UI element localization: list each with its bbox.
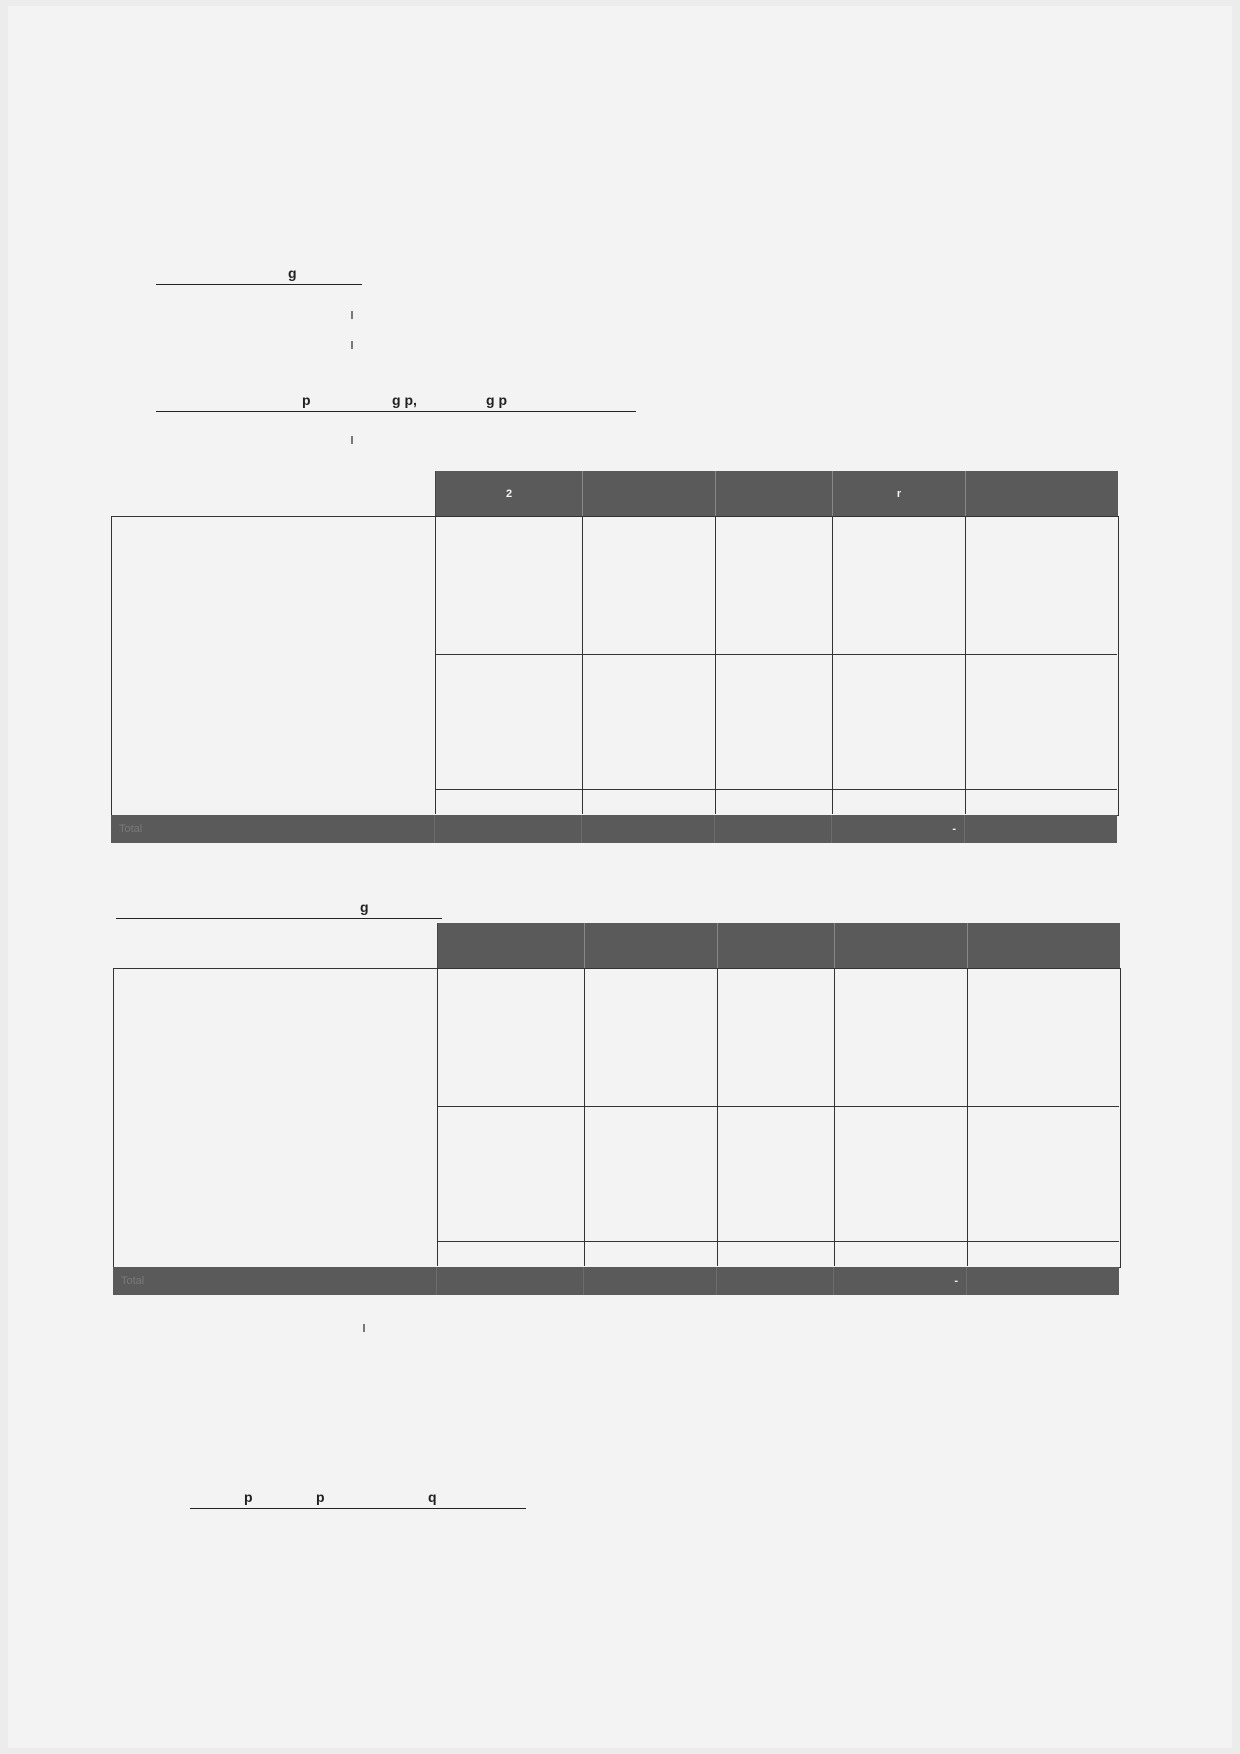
table-1-total-row [111, 815, 1117, 843]
column-divider [832, 516, 833, 814]
total-opening-balance [437, 1267, 584, 1295]
section-heading-3 [116, 898, 442, 919]
heading-4-part-2: p [316, 1489, 325, 1505]
section-heading-2 [156, 391, 636, 412]
table-2-header [437, 923, 1120, 969]
scan-mark [351, 341, 353, 349]
heading-2-part-1: p [302, 392, 311, 408]
header-opening-balance: 2 [436, 471, 583, 517]
column-divider [584, 968, 585, 1266]
total-entries [582, 815, 715, 843]
table-2-total-row [113, 1267, 1119, 1295]
heading-2-part-3: g p [486, 392, 507, 408]
header-opening-balance [438, 923, 585, 969]
heading-1-text: g [288, 265, 297, 281]
table-2-body [113, 968, 1121, 1268]
column-divider [582, 516, 583, 814]
header-exits [718, 923, 835, 969]
scan-mark [351, 436, 353, 444]
column-divider [715, 516, 716, 814]
heading-3-text: g [360, 899, 369, 915]
column-divider [435, 516, 436, 814]
table-1-body [111, 516, 1119, 816]
heading-4-part-1: p [244, 1489, 253, 1505]
row-divider [437, 1106, 1119, 1107]
header-entries [583, 471, 716, 517]
header-entries [585, 923, 718, 969]
total-exits [717, 1267, 834, 1295]
scanned-page [8, 6, 1232, 1748]
column-divider [717, 968, 718, 1266]
section-heading-1 [156, 264, 362, 285]
table-1-header [435, 471, 1118, 517]
header-closing-balance [968, 923, 1120, 969]
total-transfers: - [832, 815, 965, 843]
header-exits [716, 471, 833, 517]
section-heading-4 [190, 1488, 526, 1509]
scan-mark [363, 1324, 365, 1332]
row-divider [435, 654, 1117, 655]
total-label: Total [113, 1267, 437, 1295]
total-transfers: - [834, 1267, 967, 1295]
header-transfers [835, 923, 968, 969]
column-divider [965, 516, 966, 814]
row-divider [435, 789, 1117, 790]
scan-mark [351, 311, 353, 319]
total-opening-balance [435, 815, 582, 843]
header-closing-balance [966, 471, 1118, 517]
column-divider [437, 968, 438, 1266]
total-closing-balance [967, 1267, 1119, 1295]
total-entries [584, 1267, 717, 1295]
total-closing-balance [965, 815, 1117, 843]
row-divider [437, 1241, 1119, 1242]
column-divider [967, 968, 968, 1266]
column-divider [834, 968, 835, 1266]
total-label: Total [111, 815, 435, 843]
heading-4-part-3: q [428, 1489, 437, 1505]
header-transfers: r [833, 471, 966, 517]
total-exits [715, 815, 832, 843]
heading-2-part-2: g p, [392, 392, 417, 408]
